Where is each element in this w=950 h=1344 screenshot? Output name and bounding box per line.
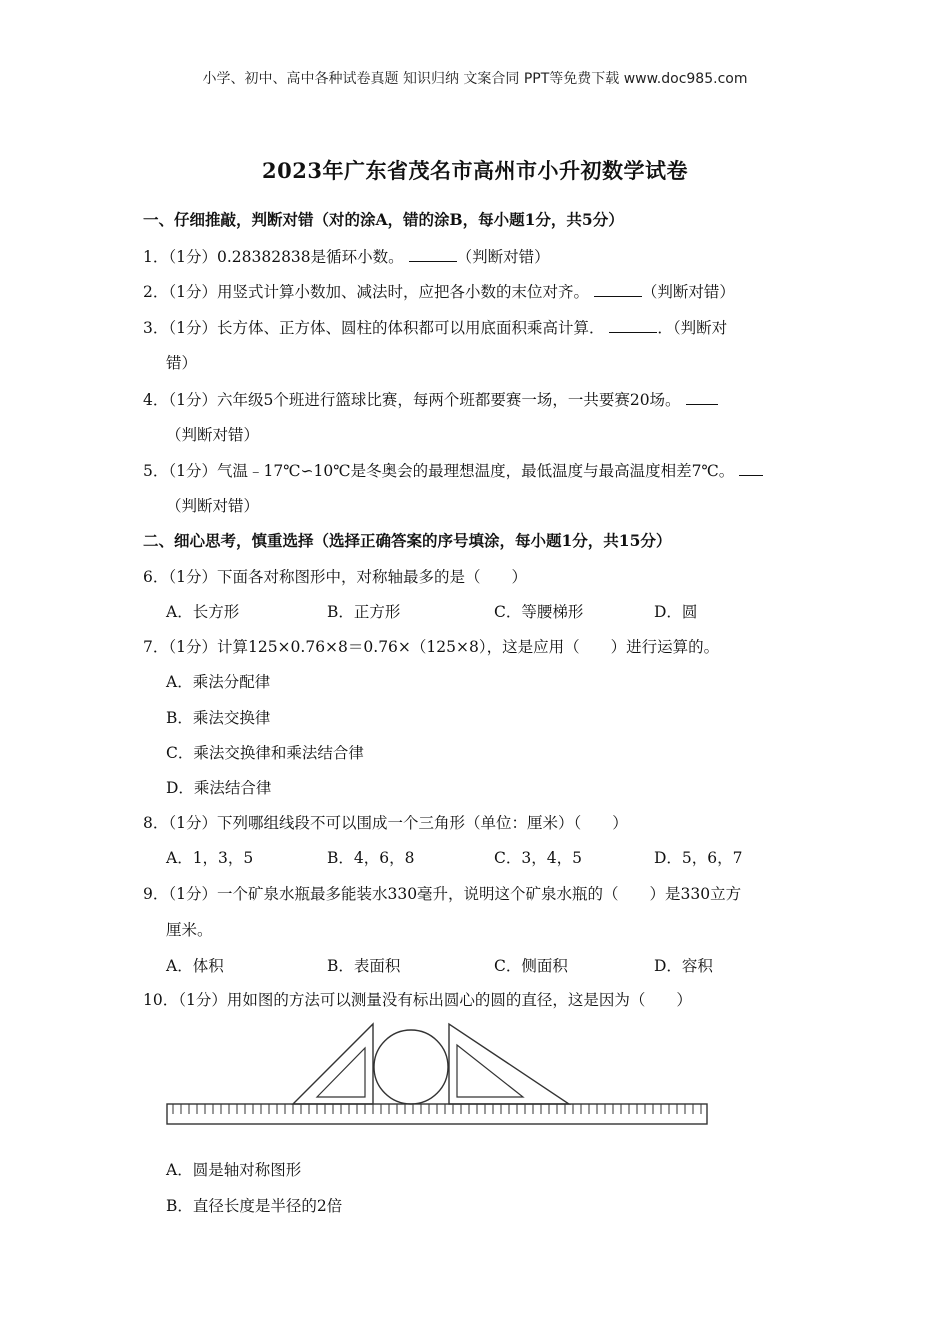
option-c[interactable]: C．3，4，5 (494, 849, 582, 867)
ruler-ticks (173, 1104, 701, 1114)
answer-blank[interactable] (609, 317, 657, 333)
question-2-text: 2．（1分）用竖式计算小数加、减法时，应把各小数的末位对齐。 (143, 283, 589, 301)
answer-blank[interactable] (739, 460, 763, 476)
question-3-tail: ．（判断对 (657, 319, 728, 337)
answer-blank[interactable] (594, 281, 642, 297)
option-b[interactable]: B．正方形 (327, 603, 401, 621)
question-5 (143, 460, 813, 481)
option-c[interactable]: C．侧面积 (494, 957, 568, 975)
question-4-cont: （判断对错） (166, 426, 260, 444)
option-d[interactable]: D．乘法结合律 (166, 779, 272, 797)
question-1 (143, 246, 813, 267)
question-8: 8．（1分）下列哪组线段不可以围成一个三角形（单位：厘米）（ ） (143, 814, 628, 832)
question-9-cont: 厘米。 (166, 921, 213, 939)
option-a[interactable]: A．1，3，5 (166, 849, 254, 867)
question-6: 6．（1分）下面各对称图形中，对称轴最多的是（ ） (143, 568, 527, 586)
question-1-tail: （判断对错） (456, 248, 550, 266)
question-2 (143, 281, 813, 302)
left-set-square (293, 1024, 373, 1104)
option-b[interactable]: B．乘法交换律 (166, 709, 271, 727)
option-b[interactable]: B．4，6，8 (327, 849, 415, 867)
option-a[interactable]: A．长方形 (166, 603, 240, 621)
question-9: 9．（1分）一个矿泉水瓶最多能装水330毫升，说明这个矿泉水瓶的（ ）是330立方 (143, 885, 742, 903)
site-header: 小学、初中、高中各种试卷真题 知识归纳 文案合同 PPT等免费下载 www.doc985.com (202, 71, 748, 87)
option-b[interactable]: B．表面积 (327, 957, 401, 975)
section-2-heading: 二、细心思考，慎重选择（选择正确答案的序号填涂，每小题1分，共15分） (143, 531, 672, 550)
option-d[interactable]: D．5，6，7 (654, 849, 743, 867)
measurement-figure (165, 1020, 710, 1128)
question-4 (143, 389, 813, 410)
question-3-cont: 错） (166, 354, 198, 372)
right-set-square (449, 1024, 569, 1104)
page-title: 2023年广东省茂名市高州市小升初数学试卷 (262, 158, 688, 183)
question-3-text: 3．（1分）长方体、正方体、圆柱的体积都可以用底面积乘高计算． (143, 319, 605, 337)
question-7: 7．（1分）计算125×0.76×8＝0.76×（125×8），这是应用（ ）进行运算的。 (143, 638, 720, 656)
question-2-tail: （判断对错） (641, 283, 735, 301)
question-10: 10．（1分）用如图的方法可以测量没有标出圆心的圆的直径，这是因为（ ） (143, 991, 692, 1009)
right-set-square-inner (457, 1045, 523, 1097)
option-c[interactable]: C．等腰梯形 (494, 603, 584, 621)
option-d[interactable]: D．圆 (654, 603, 698, 621)
answer-blank[interactable] (686, 389, 718, 405)
question-5-cont: （判断对错） (166, 497, 260, 515)
question-4-text: 4．（1分）六年级5个班进行篮球比赛，每两个班都要赛一场，一共要赛20场。 (143, 391, 681, 409)
section-1-heading: 一、仔细推敲，判断对错（对的涂A，错的涂B，每小题1分，共5分） (143, 210, 624, 229)
option-b[interactable]: B．直径长度是半径的2倍 (166, 1197, 343, 1215)
option-a[interactable]: A．圆是轴对称图形 (166, 1161, 302, 1179)
answer-blank[interactable] (409, 246, 457, 262)
option-c[interactable]: C．乘法交换律和乘法结合律 (166, 744, 364, 762)
question-5-text: 5．（1分）气温﹣17℃∽10℃是冬奥会的最理想温度，最低温度与最高温度相差7℃。 (143, 462, 735, 480)
question-1-text: 1．（1分）0.28382838是循环小数。 (143, 248, 404, 266)
question-3 (143, 317, 813, 338)
circle-shape (374, 1030, 448, 1104)
option-d[interactable]: D．容积 (654, 957, 713, 975)
option-a[interactable]: A．乘法分配律 (166, 673, 271, 691)
option-a[interactable]: A．体积 (166, 957, 224, 975)
